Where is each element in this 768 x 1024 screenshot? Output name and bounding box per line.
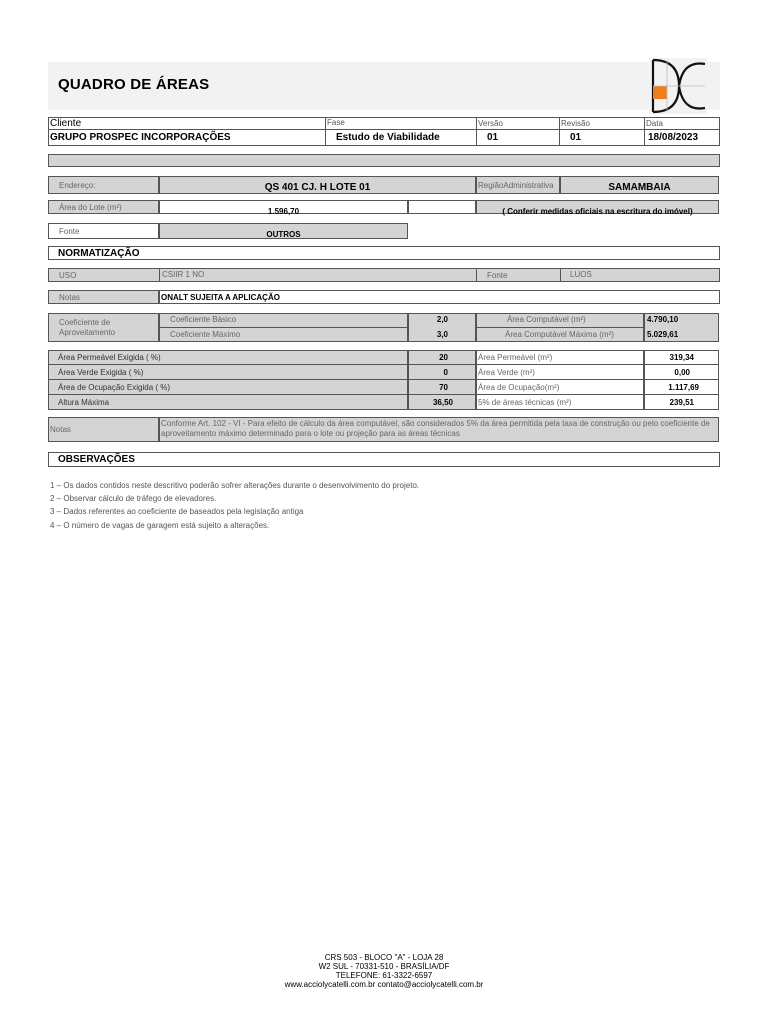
- revisao-label: Revisão: [561, 119, 590, 128]
- index-rvalue: 0,00: [674, 368, 690, 377]
- index-rlabel: Área Permeável (m²): [478, 353, 553, 362]
- norm-fonte-value: LUOS: [570, 270, 592, 279]
- notas2-label: Notas: [50, 425, 71, 434]
- coef-basico-value: 2,0: [436, 315, 448, 324]
- endereco-value: QS 401 CJ. H LOTE 01: [264, 182, 371, 193]
- index-label: Área Permeável Exigida ( %): [58, 353, 161, 362]
- coef-label: Coeficiente de Aproveitamento: [59, 318, 116, 337]
- footer-contact: www.acciolycatelli.com.br contato@acciolycatelli.com.br: [284, 980, 484, 989]
- normatizacao-title: NORMATIZAÇÃO: [58, 248, 140, 259]
- index-rlabel: Área Verde (m²): [478, 368, 535, 377]
- area-lote-value: 1.596,70: [267, 207, 300, 216]
- versao-label: Versão: [478, 119, 503, 128]
- notas-label: Notas: [59, 293, 80, 302]
- footer-address: W2 SUL - 70331-510 - BRASÍLIA/DF: [318, 962, 450, 971]
- uso-row: [48, 268, 720, 282]
- regiao-value-cell: [560, 176, 719, 194]
- divider: [48, 129, 720, 130]
- area-comp-max-label: Área Computável Máxima (m²): [505, 330, 614, 339]
- coef-maximo-label: Coeficiente Máximo: [170, 330, 241, 339]
- uso-value: CSIIR 1 NO: [162, 270, 205, 279]
- divider: [48, 379, 719, 380]
- area-comp-max-value: 5.029,61: [647, 330, 679, 339]
- page-title: QUADRO DE ÁREAS: [58, 76, 210, 93]
- divider: [560, 268, 561, 282]
- fonte-value-cell: [159, 223, 408, 239]
- fase-value: Estudo de Viabilidade: [336, 132, 440, 143]
- coef-maximo-value: 3,0: [436, 330, 448, 339]
- index-value: 20: [439, 353, 448, 362]
- divider: [476, 268, 477, 282]
- index-rvalue: 319,34: [669, 353, 694, 362]
- cliente-value: GRUPO PROSPEC INCORPORAÇÕES: [50, 132, 231, 143]
- footer-address: CRS 503 - BLOCO "A" - LOJA 28: [324, 953, 444, 962]
- uso-label: USO: [59, 271, 77, 280]
- divider: [644, 117, 645, 146]
- regiao-value: SAMAMBAIA: [608, 182, 671, 193]
- area-lote-value-cell: [159, 200, 408, 214]
- divider: [48, 394, 719, 395]
- empty-cell: [408, 200, 476, 214]
- divider: [325, 117, 326, 146]
- norm-fonte-label: Fonte: [487, 271, 508, 280]
- conferir-text: ( Conferir medidas oficiais na escritura do imóvel): [502, 207, 693, 216]
- observacao-item: 1 – Os dados contidos neste descritivo poderão sofrer alterações durante o desenvolvimento do projeto.: [50, 481, 420, 490]
- divider: [476, 117, 477, 146]
- index-label: Área de Ocupação Exigida ( %): [58, 383, 171, 392]
- index-label: Área Verde Exigida ( %): [58, 368, 144, 377]
- data-value: 18/08/2023: [648, 132, 699, 143]
- observacoes-title: OBSERVAÇÕES: [58, 454, 135, 465]
- index-rvalue: 1.117,69: [668, 383, 699, 392]
- observacao-item: 2 – Observar cálculo de tráfego de elevadores.: [50, 494, 217, 503]
- empty-bar: [48, 154, 720, 167]
- index-rlabel: Área de Ocupação(m²): [478, 383, 560, 392]
- endereco-value-cell: [159, 176, 476, 194]
- footer-phone: TELEFONE: 61-3322-6597: [335, 971, 433, 980]
- notas-value: ONALT SUJEITA A APLICAÇÃO: [161, 293, 280, 302]
- versao-value: 01: [487, 132, 499, 143]
- index-value: 70: [439, 383, 448, 392]
- normatizacao-header: [48, 246, 720, 260]
- cliente-label: Cliente: [50, 118, 82, 129]
- company-logo: [649, 58, 707, 114]
- observacoes-header: [48, 452, 720, 467]
- conferir-cell: [476, 200, 719, 214]
- divider: [559, 117, 560, 146]
- observacao-item: 3 – Dados referentes ao coeficiente de baseados pela legislação antiga: [50, 507, 304, 516]
- data-label: Data: [646, 119, 663, 128]
- index-value: 0: [443, 368, 448, 377]
- revisao-value: 01: [570, 132, 582, 143]
- index-rvalue: 239,51: [669, 398, 694, 407]
- fase-label: Fase: [327, 118, 345, 127]
- fonte-label: Fonte: [59, 227, 80, 236]
- divider: [159, 268, 160, 282]
- regiao-label: RegiãoAdministrativa: [478, 181, 554, 190]
- index-rlabel: 5% de áreas técnicas (m²): [478, 398, 572, 407]
- observacao-item: 4 – O número de vagas de garagem está sujeito a alterações.: [50, 521, 270, 530]
- area-comp-label: Área Computável (m²): [507, 315, 586, 324]
- index-value: 36,50: [432, 398, 453, 407]
- fonte-value: OUTROS: [266, 230, 301, 239]
- divider: [48, 364, 719, 365]
- area-comp-value: 4.790,10: [647, 315, 679, 324]
- area-lote-label: Área do Lote (m²): [59, 203, 122, 212]
- notas2-text: Conforme Art. 102 - VI - Para efeito de cálculo da área computável, são considerados 5% da área permitida pela taxa de construção ou pelo coeficiente de aproveitamento máximo determinado para o lote ou projeção para as áreas técnicas: [161, 419, 710, 438]
- index-label: Altura Máxima: [58, 398, 110, 407]
- endereco-label: Endereço:: [59, 181, 96, 190]
- coef-basico-label: Coeficiente Básico: [170, 315, 237, 324]
